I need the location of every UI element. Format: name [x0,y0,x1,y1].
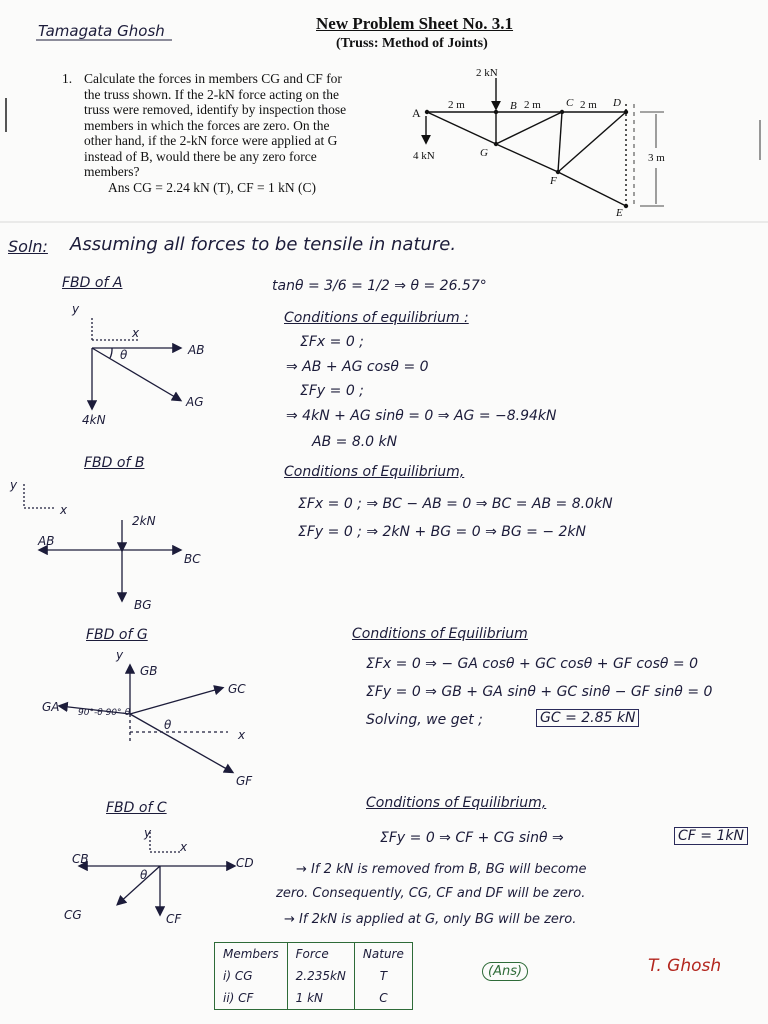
equation-line: AB = 8.0 kN [312,434,398,450]
truss-load-label: 2 kN [476,67,498,79]
equation-line: ⇒ 4kN + AG sinθ = 0 ⇒ AG = −8.94kN [286,408,557,424]
answer-line: Ans CG = 2.24 kN (T), CF = 1 kN (C) [108,179,316,195]
truss-height-label: 3 m [648,152,665,164]
assumption-text: Assuming all forces to be tensile in nature. [70,234,457,255]
problem-line: Calculate the forces in members CG and CF for [84,71,342,86]
equation-line: ΣFy = 0 ⇒ CF + CG sinθ ⇒ [380,830,564,846]
truss-node-label: G [480,147,488,159]
force-label: AB [188,343,205,357]
fbd-g-title: FBD of G [86,627,148,643]
force-label: AG [186,395,204,409]
truss-member-fd [558,112,626,172]
axis-label: x [238,728,246,742]
answer-tag: (Ans) [482,962,528,981]
truss-node-label: A [412,106,421,120]
force-label: GB [140,664,158,678]
truss-node-label: E [616,207,623,219]
tan-equation: tanθ = 3/6 = 1/2 ⇒ θ = 26.57° [272,278,487,294]
force-label: CG [64,908,82,922]
equation-line: ⇒ AB + AG cosθ = 0 [286,359,429,375]
equation-line: ΣFx = 0 ; ⇒ BC − AB = 0 ⇒ BC = AB = 8.0kN [298,496,613,512]
note-line: → If 2 kN is removed from B, BG will become [296,862,587,877]
table-header-cell: Nature [362,947,404,961]
force-arrow-ag [92,348,180,400]
force-label: CB [72,852,89,866]
fbd-b-diagram [24,484,180,600]
note-line: zero. Consequently, CG, CF and DF will be zero. [276,886,586,901]
truss-span-label: 2 m [580,99,597,111]
angle-label: 90°-θ 90°-θ [78,708,131,718]
problem-line: members? [84,164,140,179]
truss-joint [425,110,429,114]
load-label: 2kN [132,514,156,528]
force-label: GC [228,682,246,696]
fbd-c-title: FBD of C [106,800,167,816]
angle-arc [110,348,112,358]
truss-member-fe [558,172,626,206]
table-cell: 2.235kN [287,965,354,987]
equation-line: ΣFx = 0 ; [300,334,364,350]
equation-line: ΣFy = 0 ⇒ GB + GA sinθ + GC sinθ − GF sinθ = 0 [366,684,713,700]
force-arrow-cg [118,866,160,904]
truss-node-label: D [613,97,621,109]
truss-span-label: 2 m [448,99,465,111]
equilibrium-heading: Conditions of Equilibrium, [284,464,465,480]
truss-joint [556,170,560,174]
signature: T. Ghosh [648,956,722,976]
axis-label: y [144,826,152,840]
table-cell: C [379,991,388,1005]
author-name: Tamagata Ghosh [38,22,165,40]
truss-joint [494,110,498,114]
truss-member-ag [427,112,496,144]
problem-line: truss were removed, identify by inspection those [84,102,347,117]
problem-line: the truss shown. If the 2-kN force acting on the [84,86,339,102]
force-label: BC [184,552,201,566]
truss-member-gc [496,112,562,144]
note-line: → If 2kN is applied at G, only BG will be zero. [284,912,577,927]
angle-label: θ [120,348,128,362]
equation-line: ΣFy = 0 ; ⇒ 2kN + BG = 0 ⇒ BG = − 2kN [298,524,587,540]
truss-span-label: 2 m [524,99,541,111]
force-label: BG [134,598,152,612]
force-label: AB [38,534,55,548]
equilibrium-heading: Conditions of Equilibrium [352,626,528,642]
truss-member-cf [558,112,562,172]
force-label: CF [166,912,182,926]
axis-label: y [72,302,80,316]
axis-label: x [132,326,140,340]
axis-label: x [180,840,188,854]
truss-member-gf [496,144,558,172]
axis-label: y [10,478,18,492]
problem-line: instead of B, would there be any zero force [84,148,317,164]
truss-node-label: C [566,97,574,109]
equilibrium-heading: Conditions of equilibrium : [284,310,469,326]
cf-result-box: CF = 1kN [674,827,748,845]
force-arrow-gc [130,688,222,714]
axis-label: x [60,503,68,517]
equation-line: ΣFx = 0 ⇒ − GA cosθ + GC cosθ + GF cosθ = 0 [366,656,699,672]
truss-diagram [426,78,664,206]
sheet-title: New Problem Sheet No. 3.1 [316,14,514,33]
equation-line: ΣFy = 0 ; [300,383,364,399]
truss-joint [624,204,628,208]
problem-line: other hand, if the 2-kN force were applied at G [84,133,338,148]
truss-node-label: B [510,100,517,112]
fbd-c-diagram [80,832,234,914]
truss-joint [494,142,498,146]
table-cell: i) CG [215,965,288,987]
axis-label: y [116,648,124,662]
equilibrium-heading: Conditions of Equilibrium, [366,795,547,811]
force-label: GF [236,774,253,788]
force-arrow-gf [130,714,232,772]
force-arrow-ga [60,706,130,714]
gc-result-box: GC = 2.85 kN [536,709,639,727]
truss-joint [560,110,564,114]
fbd-b-title: FBD of B [84,455,145,471]
problem-number: 1. [62,71,73,86]
table-header-cell: Members [215,943,288,966]
truss-node-label: F [550,175,557,187]
problem-line: members in which the forces are zero. On the [84,117,330,133]
fbd-a-diagram [92,316,180,408]
truss-joint [624,110,628,114]
angle-label: θ [140,868,148,882]
fbd-g-diagram [60,666,232,772]
table-cell: T [379,969,388,983]
table-header-cell: Force [287,943,354,966]
fbd-a-title: FBD of A [62,275,123,291]
load-label: 4kN [82,413,106,427]
table-cell: ii) CF [215,987,288,1010]
force-label: GA [42,700,60,714]
sheet-subtitle: (Truss: Method of Joints) [336,36,488,51]
solution-heading: Soln: [8,237,48,256]
solving-text: Solving, we get ; [366,712,483,728]
force-label: CD [236,856,254,870]
table-cell: 1 kN [287,987,354,1010]
angle-label: θ [164,718,172,732]
truss-load-label: 4 kN [413,150,435,162]
